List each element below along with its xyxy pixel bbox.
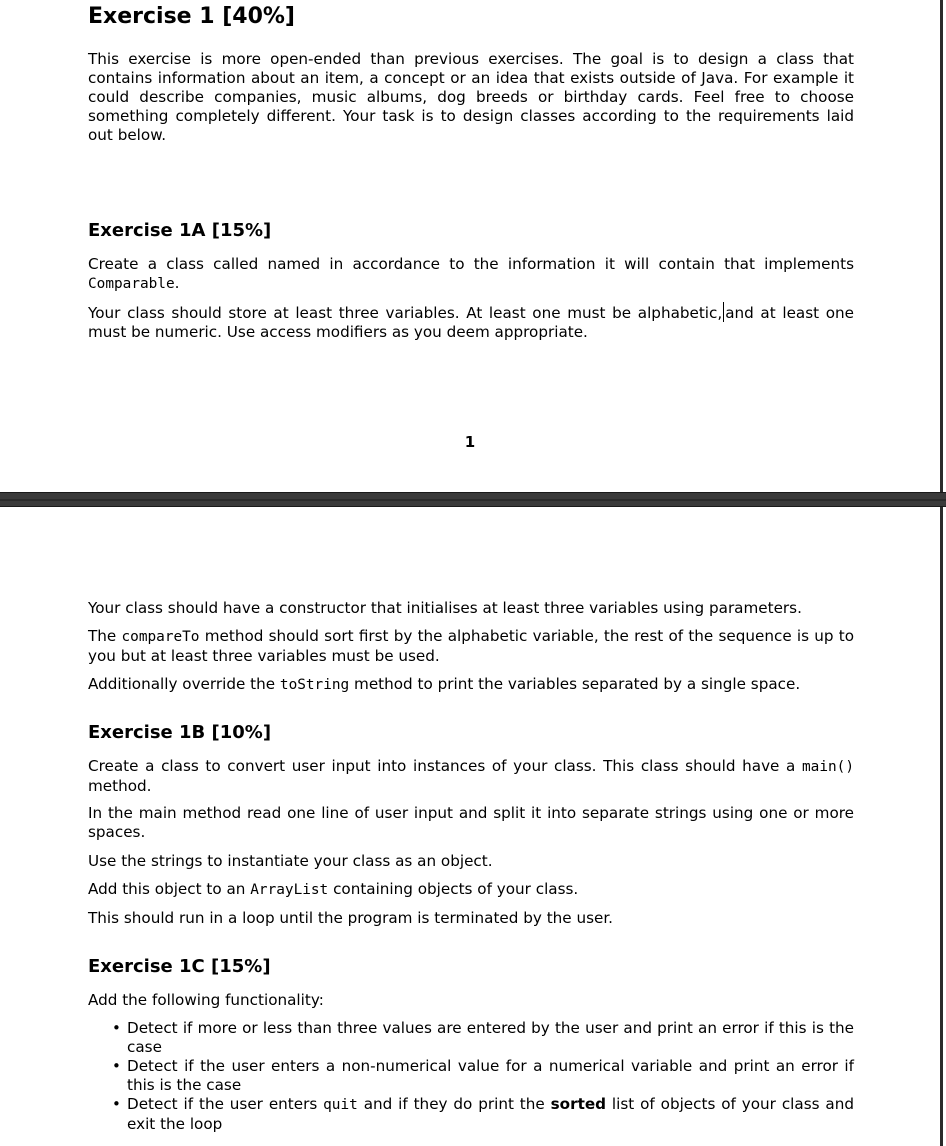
exercise-1a-title: Exercise 1A [15%] [88, 220, 272, 241]
tostring-paragraph: Additionally override the toString method to print the variables separated by a single space. [88, 675, 801, 693]
exercise-1b-paragraph-1: Create a class to convert user input into instances of your class. This class should have a main() method. [88, 757, 854, 795]
document-page-2 [0, 507, 943, 1146]
exercise-1c-list [88, 1019, 854, 1134]
sorted-emphasis: sorted [550, 1095, 607, 1113]
bullet-icon: • [112, 1019, 121, 1037]
compareto-code: compareTo [121, 629, 200, 645]
exercise-1b-paragraph-3: Use the strings to instantiate your class as an object. [88, 852, 493, 870]
comparable-code: Comparable [88, 276, 175, 292]
exercise-1b-paragraph-5: This should run in a loop until the program is terminated by the user. [88, 909, 614, 927]
main-code: main() [802, 759, 854, 775]
exercise-1b-title: Exercise 1B [10%] [88, 722, 272, 743]
exercise-1b-paragraph-2: In the main method read one line of user input and split it into separate strings using one or more spaces. [88, 804, 854, 841]
exercise-1a-paragraph-2: Your class should store at least three variables. At least one must be alphabetic, and at least one must be numeric. Use access modifiers as you deem appropriate. [88, 304, 854, 341]
compareto-paragraph: The compareTo method should sort first by the alphabetic variable, the rest of the sequence is up to you but at least three variables must be used. [88, 627, 855, 665]
arraylist-code: ArrayList [250, 882, 329, 898]
constructor-paragraph: Your class should have a constructor that initialises at least three variables using parameters. [88, 599, 802, 617]
list-item: • Detect if the user enters a non-numerical value for a numerical variable and print an error if this is the case [112, 1057, 854, 1094]
tostring-code: toString [279, 677, 350, 693]
bullet-icon: • [112, 1057, 121, 1075]
exercise-1-title: Exercise 1 [40%] [88, 4, 295, 29]
bullet-icon: • [112, 1095, 121, 1113]
page-number: 1 [464, 433, 476, 451]
exercise-1c-title: Exercise 1C [15%] [88, 956, 271, 977]
exercise-1c-intro: Add the following functionality: [88, 991, 324, 1009]
list-item: • Detect if more or less than three values are entered by the user and print an error if this is the case [112, 1019, 854, 1056]
list-item: • Detect if the user enters quit and if they do print the sorted list of objects of your class and exit the loop [112, 1095, 854, 1133]
document-page-1 [0, 0, 943, 492]
exercise-1a-paragraph-1: Create a class called named in accordance to the information it will contain that implements Comparable. [88, 255, 854, 292]
exercise-1b-paragraph-4: Add this object to an ArrayList containing objects of your class. [88, 880, 579, 898]
quit-code: quit [323, 1097, 358, 1113]
page1-content [88, 4, 854, 341]
page-separator [0, 492, 946, 507]
exercise-1-intro: This exercise is more open-ended than previous exercises. The goal is to design a class that contains information about an item, a concept or an idea that exists outside of Java. For example it could describe companies, music albums, dog breeds or birthday cards. Feel free to choose something completely different. Your task is to design classes according to the requirements laid out below. [88, 50, 854, 144]
